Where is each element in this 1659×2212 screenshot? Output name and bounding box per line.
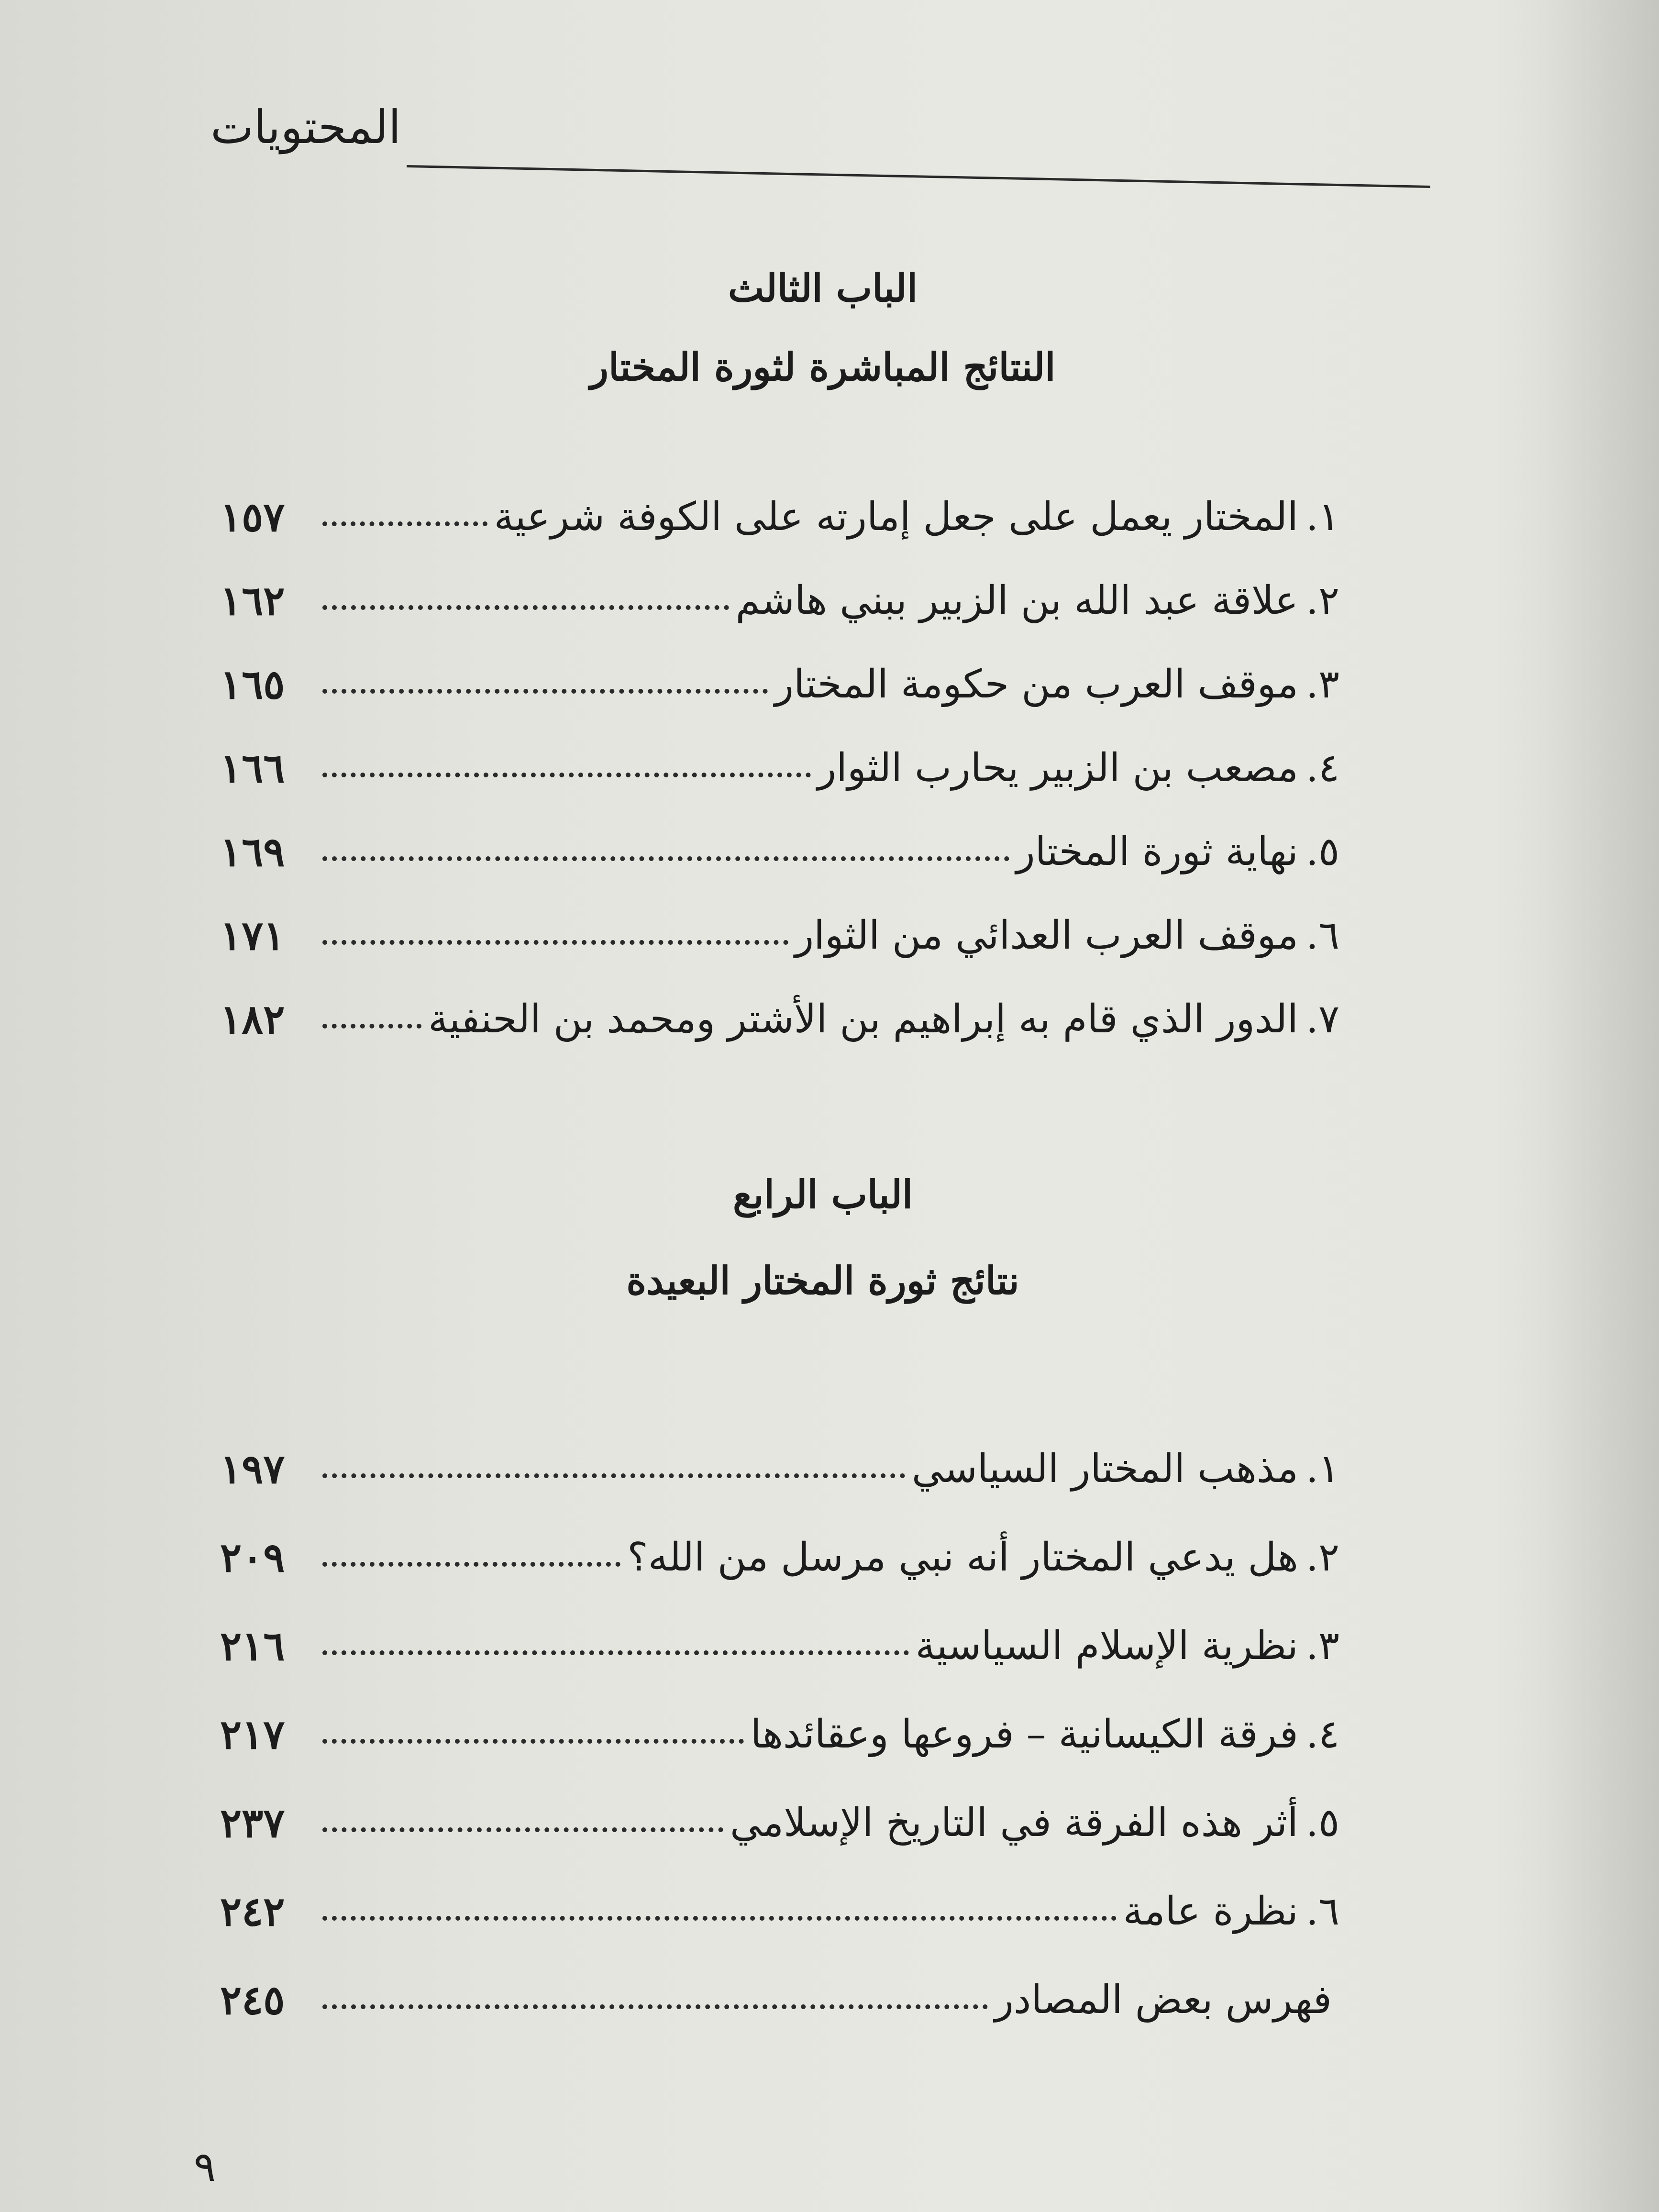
- entry-title: أثر هذه الفرقة في التاريخ الإسلامي: [730, 1800, 1298, 1846]
- dot-leader: [322, 856, 1009, 861]
- dot-leader: [322, 940, 788, 945]
- toc-entry: [220, 739, 1339, 796]
- entry-page-number: ١٦٥: [220, 660, 285, 708]
- entry-page-number: ١٥٧: [220, 493, 285, 541]
- entry-page-number: ٢٠٩: [220, 1533, 285, 1581]
- entry-page-number: ٢٤٥: [220, 1976, 285, 2024]
- dot-leader: [322, 1473, 905, 1478]
- entry-number: ٣.: [1305, 1623, 1339, 1669]
- toc-entry: [220, 655, 1339, 713]
- part3-label: الباب الثالث: [728, 265, 918, 310]
- dot-leader: [322, 689, 768, 694]
- dot-leader: [322, 1024, 421, 1029]
- entry-page-number: ١٦٩: [220, 828, 285, 875]
- toc-entry: [220, 1528, 1339, 1586]
- entry-title: فهرس بعض المصادر: [995, 1977, 1332, 2023]
- entry-title: موقف العرب العدائي من الثوار: [795, 912, 1298, 958]
- header-rule: [407, 165, 1430, 188]
- dot-leader: [322, 1827, 723, 1832]
- entry-title: علاقة عبد الله بن الزبير ببني هاشم: [735, 577, 1298, 623]
- part3-title: النتائج المباشرة لثورة المختار: [590, 344, 1056, 389]
- running-head: المحتويات: [210, 100, 401, 154]
- entry-title: فرقة الكيسانية – فروعها وعقائدها: [750, 1711, 1298, 1757]
- entry-page-number: ٢١٧: [220, 1710, 285, 1758]
- entry-title: نظرية الإسلام السياسية: [915, 1623, 1298, 1669]
- toc-entry: [220, 1705, 1339, 1763]
- entry-title: الدور الذي قام به إبراهيم بن الأشتر ومحمد بن الحنفية: [428, 996, 1298, 1042]
- toc-entry: [220, 823, 1339, 880]
- entry-number: ٦.: [1305, 1888, 1339, 1934]
- dot-leader: [322, 1650, 909, 1655]
- entry-number: ٢.: [1305, 1534, 1339, 1580]
- entry-number: ١.: [1305, 494, 1339, 540]
- toc-entry: [220, 572, 1339, 629]
- entry-page-number: ٢١٦: [220, 1622, 285, 1670]
- entry-page-number: ١٩٧: [220, 1445, 285, 1493]
- toc-entry: [220, 1440, 1339, 1497]
- entry-number: ٣.: [1305, 661, 1339, 707]
- entry-title: نظرة عامة: [1123, 1888, 1298, 1934]
- entry-number: ٥.: [1305, 829, 1339, 874]
- entry-title: مصعب بن الزبير يحارب الثوار: [817, 745, 1298, 791]
- entry-title: المختار يعمل على جعل إمارته على الكوفة شرعية: [494, 494, 1298, 540]
- entry-number: ١.: [1305, 1446, 1339, 1492]
- entry-page-number: ٢٤٢: [220, 1887, 285, 1935]
- page-gutter-shadow: [1544, 0, 1659, 2212]
- entry-number: ٧.: [1305, 996, 1339, 1042]
- entry-title: هل يدعي المختار أنه نبي مرسل من الله؟: [627, 1534, 1298, 1580]
- toc-entry: [220, 1971, 1339, 2028]
- toc-entry: [220, 1794, 1339, 1851]
- dot-leader: [322, 773, 811, 777]
- dot-leader: [322, 1916, 1117, 1921]
- toc-entry: [220, 990, 1339, 1048]
- dot-leader: [322, 1562, 620, 1567]
- entry-page-number: ١٦٦: [220, 744, 285, 792]
- entry-title: نهاية ثورة المختار: [1016, 829, 1298, 874]
- entry-number: ٤.: [1305, 1711, 1339, 1757]
- entry-number: ٦.: [1305, 912, 1339, 958]
- dot-leader: [322, 605, 729, 610]
- entry-title: موقف العرب من حكومة المختار: [774, 661, 1298, 707]
- entry-page-number: ١٨٢: [220, 995, 285, 1043]
- entry-title: مذهب المختار السياسي: [911, 1446, 1298, 1492]
- entry-number: ٤.: [1305, 745, 1339, 791]
- entry-number: ٢.: [1305, 577, 1339, 623]
- dot-leader: [322, 521, 487, 526]
- entry-page-number: ١٦٢: [220, 576, 285, 624]
- part4-label: الباب الرابع: [732, 1172, 913, 1217]
- toc-entry: [220, 488, 1339, 545]
- dot-leader: [322, 2004, 988, 2009]
- toc-entry: [220, 907, 1339, 964]
- page-number: ٩: [194, 2143, 216, 2191]
- entry-page-number: ٢٣٧: [220, 1799, 285, 1847]
- entry-page-number: ١٧١: [220, 911, 285, 959]
- entry-number: ٥.: [1305, 1800, 1339, 1846]
- part4-title: نتائج ثورة المختار البعيدة: [626, 1258, 1019, 1303]
- toc-entry: [220, 1617, 1339, 1674]
- dot-leader: [322, 1739, 744, 1744]
- toc-entry: [220, 1882, 1339, 1940]
